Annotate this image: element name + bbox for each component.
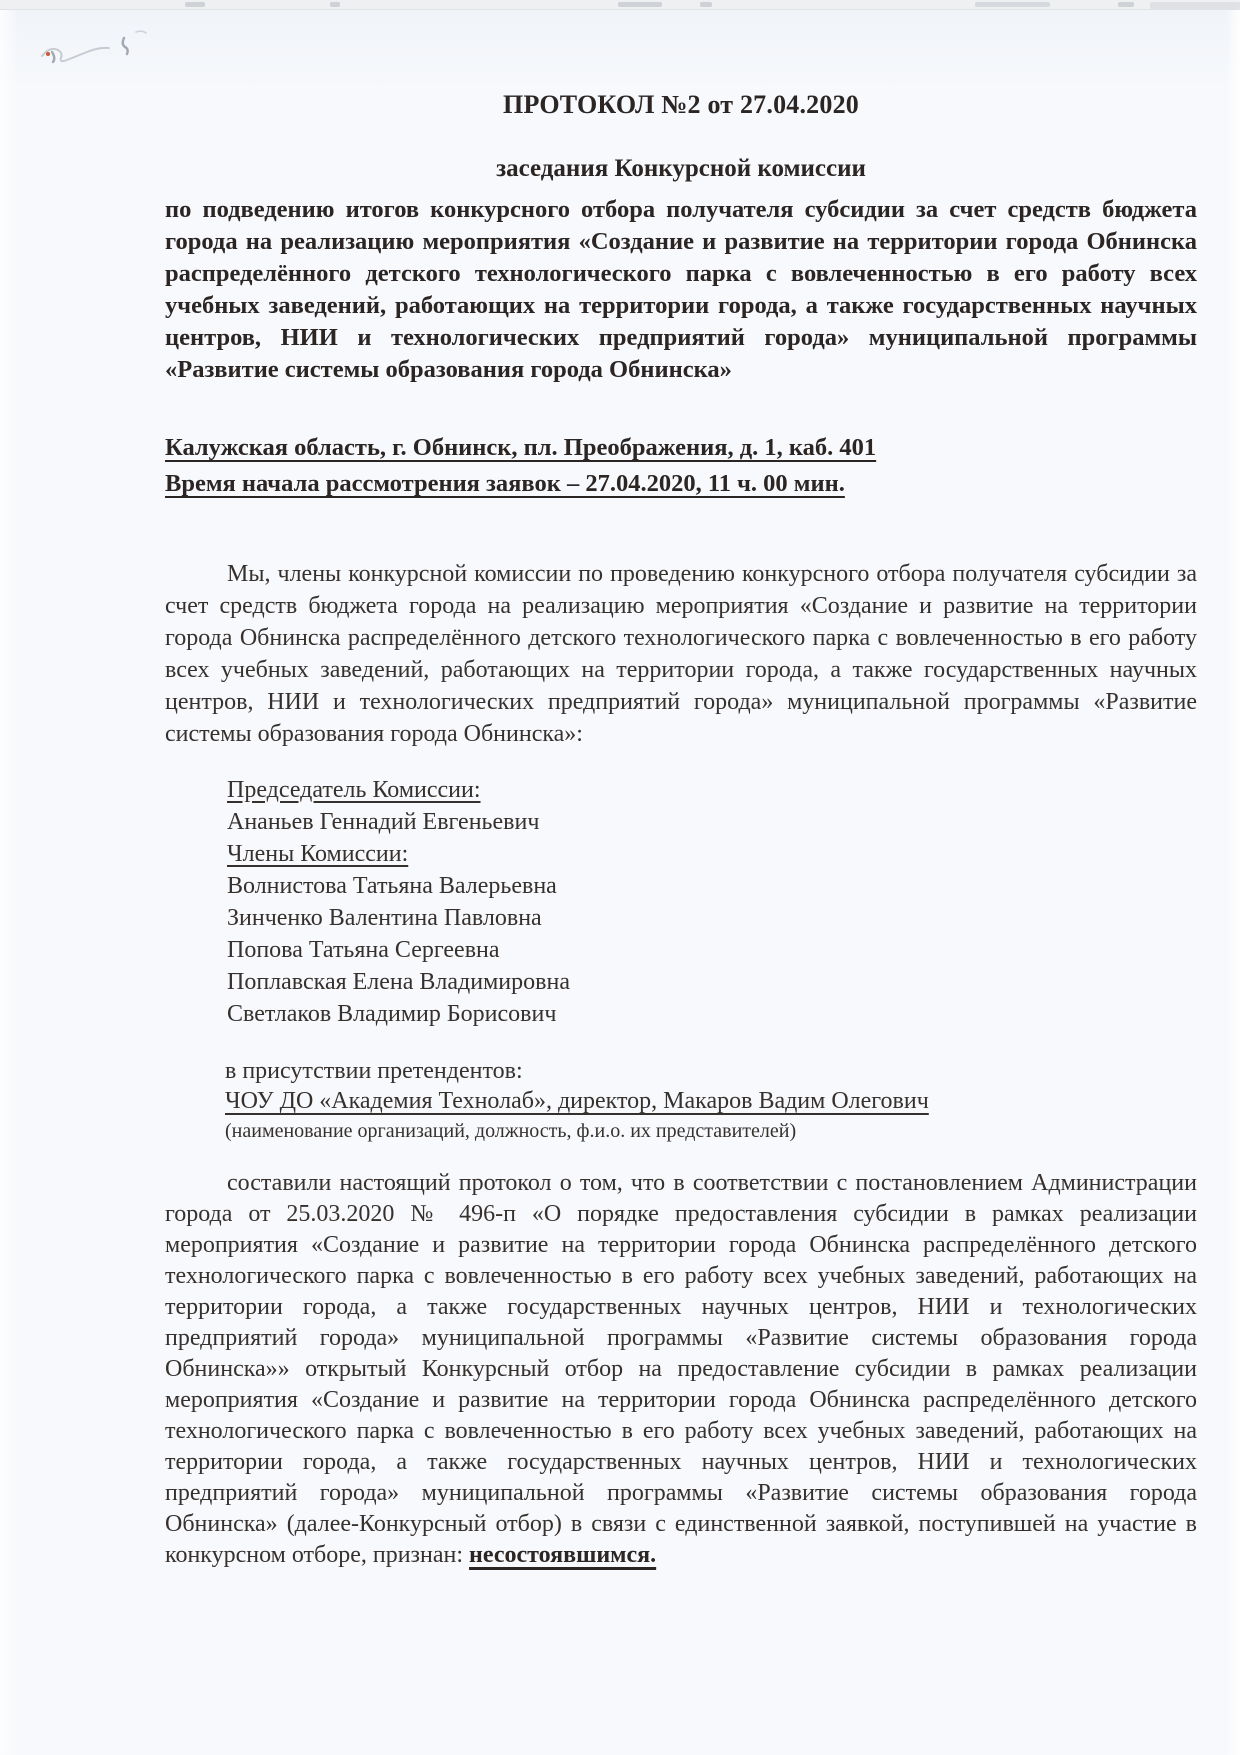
- meeting-time-line: [165, 466, 1197, 502]
- document-content: [165, 0, 1197, 1595]
- attendees-label: в присутствии претендентов:: [225, 1058, 523, 1084]
- meeting-time-text: Время начала рассмотрения заявок – 27.04.2020, 11 ч. 00 мин.: [165, 470, 845, 497]
- members-label-text: Члены Комиссии:: [227, 841, 409, 867]
- resolution-conclusion: несостоявшимся.: [469, 1542, 657, 1568]
- red-ink-speck: [46, 52, 50, 56]
- member-name: Волнистова Татьяна Валерьевна: [227, 873, 557, 899]
- members-label: [227, 838, 1197, 870]
- commission-list: [227, 774, 1197, 1030]
- attendee-line: [225, 1086, 1197, 1116]
- resolution-text: составили настоящий протокол о том, что в соответствии с постановлением Администрации города от 25.03.2020 № 496-п «О порядке предоставления субсидии в рамках реализации мероприятия «Создание и развитие на территории города Обнинска распределённого детского технологического парка с вовлеченностью в его работу всех учебных заведений, работающих на территории города, а также государственных научных центров, НИИ и технологических предприятий города» муниципальной программы «Развитие системы образования города Обнинска»» открытый Конкурсный отбор на предоставление субсидии в рамках реализации мероприятия «Создание и развитие на территории города Обнинска распределённого детского технологического парка с вовлеченностью в его работу всех учебных заведений, работающих на территории города, а также государственных научных центров, НИИ и технологических предприятий города» муниципальной программы «Развитие системы образования города Обнинска» (далее-Конкурсный отбор) в связи с единственной заявкой, поступившей на участие в конкурсном отборе, признан:: [165, 1170, 1197, 1568]
- attendees-block: [225, 1056, 1197, 1146]
- header-paragraph: по подведению итогов конкурсного отбора получателя субсидии за счет средств бюджета города на реализацию мероприятия «Создание и развитие на территории города Обнинска распределённого детского технологического парка с вовлеченностью в его работу всех учебных заведений, работающих на территории города, а также государственных научных центров, НИИ и технологических предприятий города» муниципальной программы «Развитие системы образования города Обнинска»: [165, 196, 1197, 383]
- member-name: Поплавская Елена Владимировна: [227, 969, 570, 995]
- chairman-label: [227, 774, 1197, 806]
- chairman-name: Ананьев Геннадий Евгеньевич: [227, 809, 540, 835]
- handwritten-mark-icon: [36, 24, 156, 72]
- member-name: Зинченко Валентина Павловна: [227, 905, 542, 931]
- meeting-location-text: Калужская область, г. Обнинск, пл. Преображения, д. 1, каб. 401: [165, 434, 877, 461]
- document-subtitle: заседания Конкурсной комиссии: [496, 155, 866, 182]
- member-name: Попова Татьяна Сергеевна: [227, 937, 500, 963]
- attendees-note: (наименование организаций, должность, ф.и.о. их представителей): [225, 1120, 797, 1142]
- member-name: Светлаков Владимир Борисович: [227, 1001, 557, 1027]
- meeting-location-line: [165, 430, 1197, 466]
- document-title: ПРОТОКОЛ №2 от 27.04.2020: [503, 90, 859, 119]
- attendee-text: ЧОУ ДО «Академия Технолаб», директор, Макаров Вадим Олегович: [225, 1088, 929, 1114]
- resolution-paragraph: [165, 1168, 1197, 1571]
- meeting-details-block: [165, 430, 1197, 502]
- intro-paragraph: Мы, члены конкурсной комиссии по проведению конкурсного отбора получателя субсидии за счет средств бюджета города на реализацию мероприятия «Создание и развитие на территории города Обнинска распределённого детского технологического парка с вовлеченностью в его работу всех учебных заведений, работающих на территории города, а также государственных научных центров, НИИ и технологических предприятий города» муниципальной программы «Развитие системы образования города Обнинска»:: [165, 561, 1197, 747]
- chairman-label-text: Председатель Комиссии:: [227, 777, 481, 803]
